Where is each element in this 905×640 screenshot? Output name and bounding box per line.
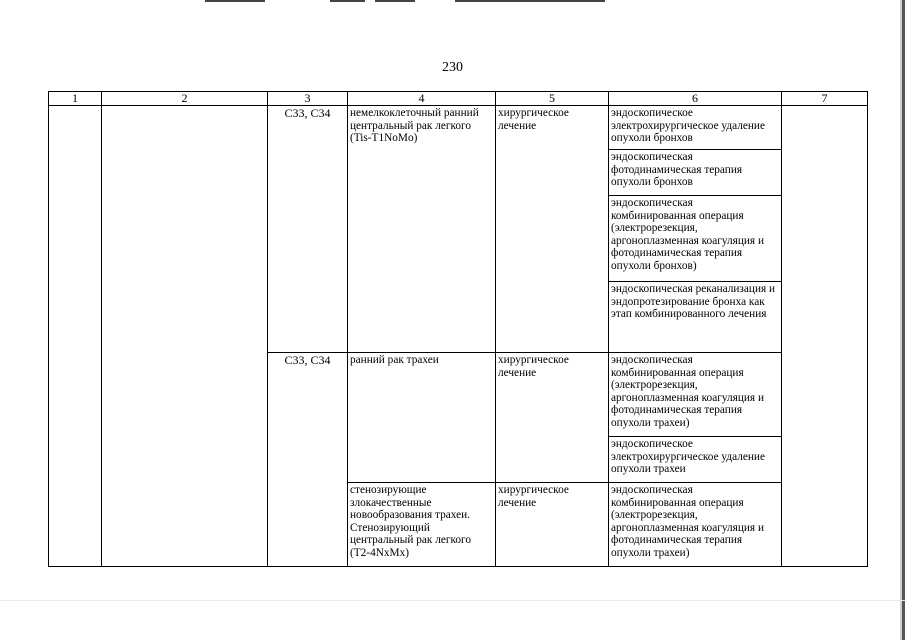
medical-procedures-table (48, 91, 868, 567)
treatment-cell: хирургическое лечение (496, 483, 609, 567)
column-header-5: 5 (496, 92, 609, 106)
method-cell: эндоскопическое электрохирургическое удаление опухоли трахеи (609, 437, 782, 483)
method-cell: эндоскопическая комбинированная операция (электрорезекция, аргоноплазменная коагуляция и фотодинамическая терапия опухоли бронхов) (609, 196, 782, 282)
column-header-3: 3 (268, 92, 348, 106)
scan-artifact-marks (205, 0, 605, 3)
method-cell: эндоскопическая фотодинамическая терапия опухоли бронхов (609, 150, 782, 196)
diagnosis-cell: стенозирующие злокачественные новообразования трахеи. Стенозирующий центральный рак легкого (T2-4NxMx) (348, 483, 496, 567)
column-header-1: 1 (49, 92, 102, 106)
col1-cell (49, 106, 102, 567)
header-row (49, 92, 868, 106)
method-cell: эндоскопическое электрохирургическое удаление опухоли бронхов (609, 106, 782, 150)
treatment-cell: хирургическое лечение (496, 106, 609, 353)
method-cell: эндоскопическая комбинированная операция (электрорезекция, аргоноплазменная коагуляция и фотодинамическая терапия опухоли трахеи) (609, 483, 782, 567)
column-header-7: 7 (782, 92, 868, 106)
method-cell: эндоскопическая реканализация и эндопротезирование бронха как этап комбинированного лечения (609, 282, 782, 353)
column-header-4: 4 (348, 92, 496, 106)
column-header-2: 2 (102, 92, 268, 106)
col2-cell (102, 106, 268, 567)
diagnosis-cell: немелкоклеточный ранний центральный рак легкого (Tis-T1NoMo) (348, 106, 496, 353)
column-header-6: 6 (609, 92, 782, 106)
method-cell: эндоскопическая комбинированная операция (электрорезекция, аргоноплазменная коагуляция и фотодинамическая терапия опухоли трахеи) (609, 353, 782, 437)
scan-bottom-line (0, 600, 905, 601)
icd-code-cell: C33, C34 (268, 106, 348, 353)
page-number: 230 (442, 60, 463, 75)
diagnosis-cell: ранний рак трахеи (348, 353, 496, 483)
treatment-cell: хирургическое лечение (496, 353, 609, 483)
col7-cell (782, 106, 868, 567)
table-row (49, 106, 868, 150)
icd-code-cell: C33, C34 (268, 353, 348, 567)
